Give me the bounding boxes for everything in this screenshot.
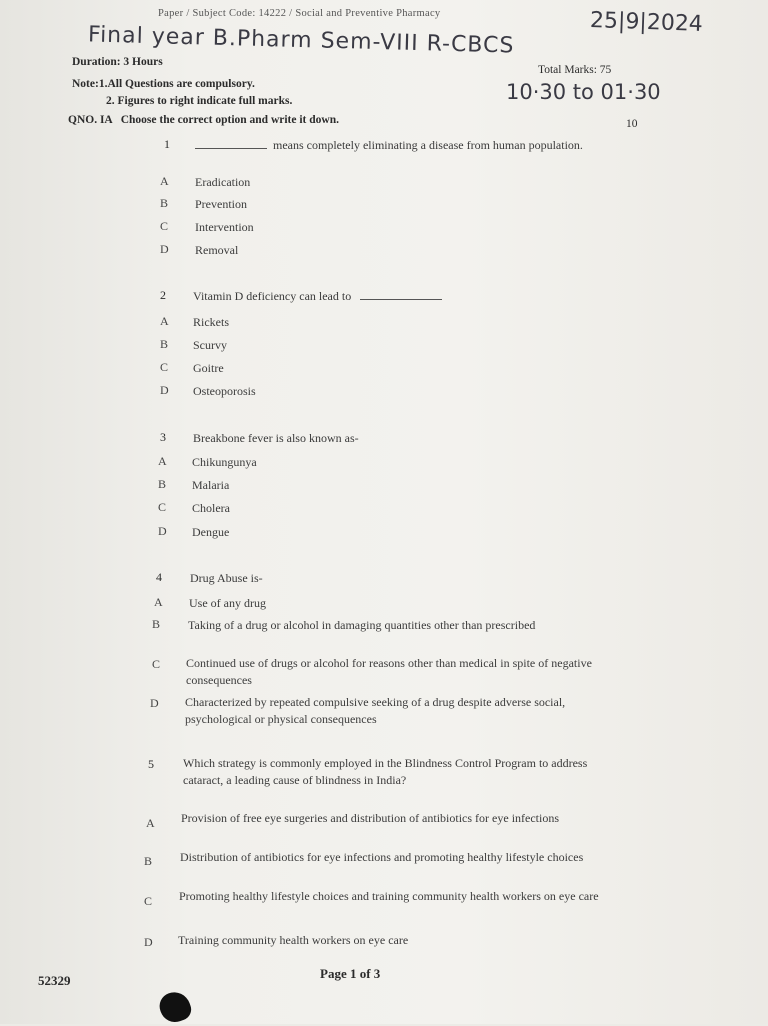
question-number: 5 — [148, 757, 154, 771]
option-letter: A — [160, 314, 169, 328]
note-1: Note:1.All Questions are compulsory. — [72, 78, 255, 90]
handwritten-date: 25|9|2024 — [589, 8, 704, 37]
option-text: Eradication — [195, 175, 251, 189]
question-text: Which strategy is commonly employed in the Blindness Control Program to address cataract, a leading cause of blindness in India? — [183, 756, 588, 787]
option-letter: D — [150, 696, 159, 710]
option-text: Malaria — [192, 478, 230, 492]
note-2: 2. Figures to right indicate full marks. — [106, 95, 293, 107]
option-text: Prevention — [195, 197, 247, 211]
option-text: Distribution of antibiotics for eye infections and promoting healthy lifestyle choices — [180, 850, 584, 864]
option-letter: C — [152, 657, 161, 671]
question-instruction: QNO. IA Choose the correct option and write it down. — [68, 114, 339, 126]
option-letter: C — [158, 500, 167, 514]
option-text: Promoting healthy lifestyle choices and training community health workers on eye care — [179, 889, 599, 903]
question-text: Drug Abuse is- — [190, 571, 263, 585]
question-number: 2 — [160, 288, 166, 302]
option-text: Cholera — [192, 501, 230, 515]
paper-subject-line: Paper / Subject Code: 14222 / Social and Preventive Pharmacy — [158, 8, 441, 19]
duration: Duration: 3 Hours — [72, 56, 163, 68]
option-letter: C — [160, 219, 169, 233]
option-text: Rickets — [193, 315, 229, 329]
option-text: Continued use of drugs or alcohol for reasons other than medical in spite of negative consequences — [186, 656, 592, 687]
option-letter: C — [144, 894, 153, 908]
option-text: Intervention — [195, 220, 254, 234]
option-letter: D — [160, 383, 169, 397]
option-letter: A — [154, 595, 163, 609]
option-letter: D — [144, 935, 153, 949]
paper-code: 52329 — [38, 973, 71, 988]
option-text: Characterized by repeated compulsive seeking of a drug despite adverse social, psychological or physical consequences — [185, 695, 566, 726]
option-text: Dengue — [192, 525, 230, 539]
option-letter: B — [144, 854, 153, 868]
option-letter: A — [146, 816, 155, 830]
question-number: 1 — [164, 137, 170, 151]
question-marks: 10 — [626, 118, 638, 130]
option-letter: D — [160, 242, 169, 256]
option-letter: B — [158, 477, 167, 491]
option-letter: D — [158, 524, 167, 538]
page-number: Page 1 of 3 — [320, 966, 381, 981]
option-text: Use of any drug — [189, 596, 266, 610]
handwritten-course: Final year B.Pharm Sem-VIII R-CBCS — [87, 22, 515, 59]
option-text: Scurvy — [193, 338, 227, 352]
option-text: Taking of a drug or alcohol in damaging quantities other than prescribed — [188, 618, 536, 632]
option-letter: A — [160, 174, 169, 188]
question-number: 3 — [160, 430, 166, 444]
question-text: Vitamin D deficiency can lead to — [193, 288, 593, 305]
option-text: Chikungunya — [192, 455, 257, 469]
handwritten-time: 10·30 to 01·30 — [506, 80, 661, 104]
option-letter: B — [160, 337, 169, 351]
finger-shadow — [156, 988, 194, 1026]
option-text: Provision of free eye surgeries and distribution of antibiotics for eye infections — [181, 811, 560, 825]
option-letter: C — [160, 360, 169, 374]
question-number: 4 — [156, 570, 162, 584]
answer-blank — [360, 299, 442, 300]
option-letter: B — [152, 617, 161, 631]
option-letter: A — [158, 454, 167, 468]
question-text: Breakbone fever is also known as- — [193, 431, 359, 445]
option-text: Training community health workers on eye care — [178, 933, 409, 947]
question-text: means completely eliminating a disease from human population. — [195, 137, 595, 154]
option-letter: B — [160, 196, 169, 210]
option-text: Osteoporosis — [193, 384, 256, 398]
option-text: Goitre — [193, 361, 224, 375]
answer-blank — [195, 148, 267, 149]
total-marks: Total Marks: 75 — [538, 64, 612, 76]
option-text: Removal — [195, 243, 239, 257]
